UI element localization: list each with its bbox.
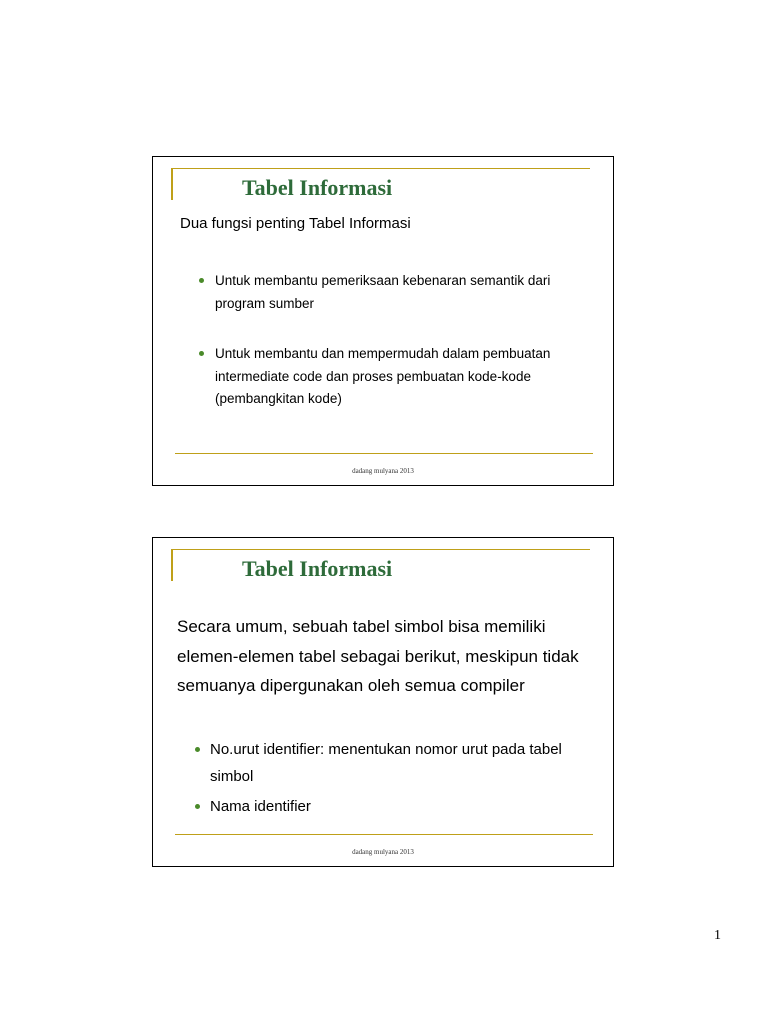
bullet-text: No.urut identifier: menentukan nomor urut pada tabel simbol — [210, 741, 562, 785]
slide-1 — [152, 156, 614, 486]
slide-footer: dadang mulyana 2013 — [352, 848, 414, 856]
accent-line-top — [171, 168, 590, 169]
list-item — [195, 736, 595, 790]
bullet-list — [199, 270, 559, 439]
list-item — [199, 343, 559, 411]
slide-footer: dadang mulyana 2013 — [352, 467, 414, 475]
slide-intro: Secara umum, sebuah tabel simbol bisa memiliki elemen-elemen tabel sebagai berikut, meskipun tidak semuanya dipergunakan oleh semua compiler — [177, 617, 579, 695]
bullet-icon — [199, 351, 204, 356]
slide-2 — [152, 537, 614, 867]
bullet-icon — [199, 278, 204, 283]
bullet-icon — [195, 747, 200, 752]
accent-line-top — [171, 549, 590, 550]
slide-title: Tabel Informasi — [242, 175, 393, 200]
accent-line-bottom — [175, 834, 593, 835]
bullet-text: Nama identifier — [210, 798, 311, 815]
bullet-icon — [195, 804, 200, 809]
slide-intro: Dua fungsi penting Tabel Informasi — [180, 215, 411, 232]
list-item — [195, 793, 595, 820]
slide-title: Tabel Informasi — [242, 556, 393, 581]
bullet-text: Untuk membantu pemeriksaan kebenaran semantik dari program sumber — [215, 273, 551, 311]
accent-line-bottom — [175, 453, 593, 454]
bullet-text: Untuk membantu dan mempermudah dalam pembuatan intermediate code dan proses pembuatan kode-kode (pembangkitan kode) — [215, 346, 551, 406]
accent-line-vertical — [171, 168, 173, 200]
accent-line-vertical — [171, 549, 173, 581]
bullet-list — [195, 736, 595, 823]
list-item — [199, 270, 559, 315]
page-number: 1 — [714, 928, 721, 943]
